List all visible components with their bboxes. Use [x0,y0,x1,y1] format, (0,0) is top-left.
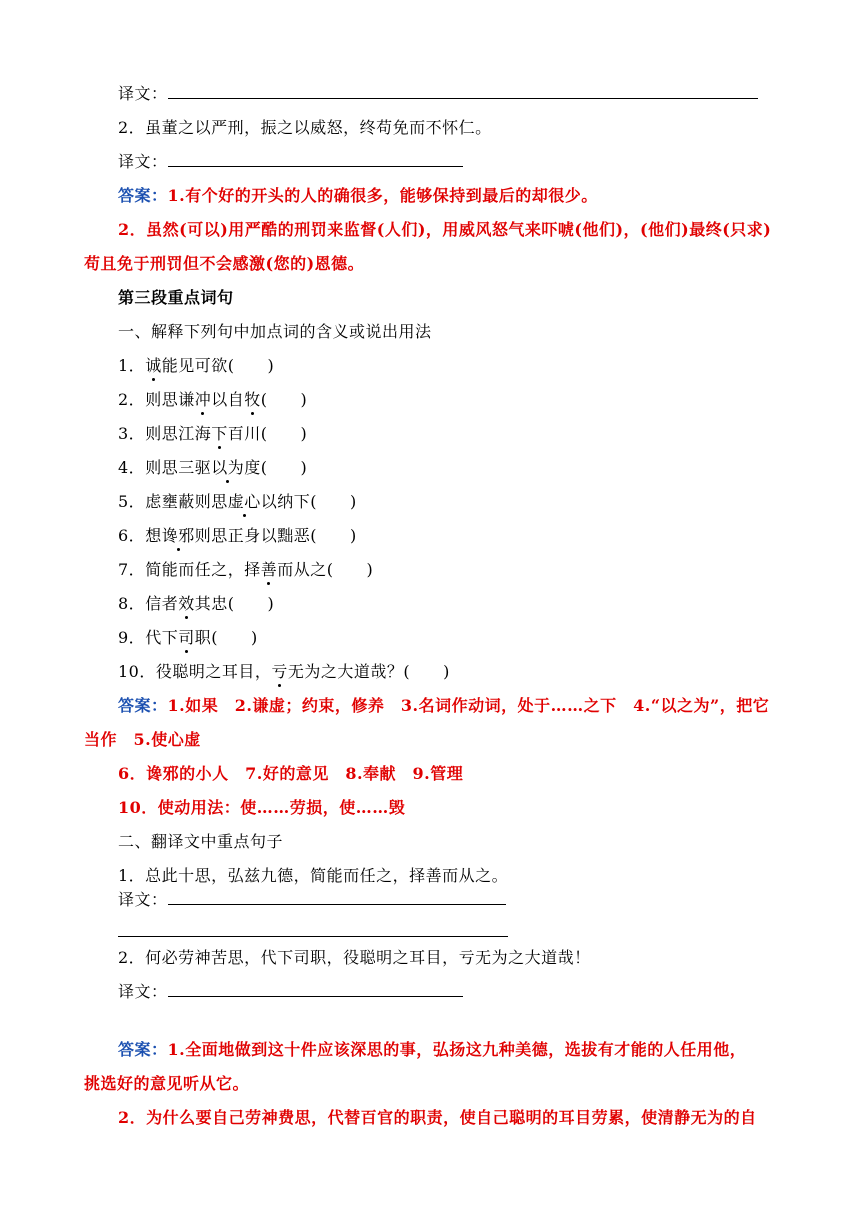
dotted-word: 亏 [271,662,288,681]
dotted-word: 冲 [194,390,212,409]
answer-block-top [118,186,598,206]
answer-text: 2．虽然(可以)用严酷的刑罚来监督(人们)，用威风怒气来吓唬(他们)，(他们)最终(只求) [118,220,772,239]
answer-label: 答案： [118,696,168,715]
vocab-item: 1．诚能见可欲( ) [118,356,275,375]
answer-blank[interactable] [168,84,758,99]
answer-blank[interactable] [168,982,463,997]
vocab-item: 4．则思三驱以为度( ) [118,458,308,477]
answer-text: 挑选好的意见听从它。 [84,1074,250,1093]
translate-label: 译文： [118,982,168,1001]
answer-text: 10．使动用法：使……劳损，使……毁 [118,798,406,817]
question-2: 2．何必劳神苦思，代下司职，役聪明之耳目，亏无为之大道哉！ [118,948,591,967]
dotted-word: 以为 [211,458,245,477]
translation-line-1 [118,84,758,104]
dotted-word: 司 [178,628,195,647]
answer-text: 2．为什么要自己劳神费思，代替百官的职责，使自己聪明的耳目劳累，使清静无为的自 [118,1108,757,1127]
part1-heading: 一、解释下列句中加点词的含义或说出用法 [118,322,432,341]
dotted-word: 诚 [145,356,162,375]
answer-blank-continued[interactable] [118,936,508,937]
vocab-item: 8．信者效其忠( ) [118,594,275,613]
part2-heading: 二、翻译文中重点句子 [118,832,284,851]
dotted-word: 善 [260,560,278,579]
vocab-item: 2．则思谦冲以自牧( ) [118,390,308,409]
question-2-top: 2．虽董之以严刑，振之以威怒，终苟免而不怀仁。 [118,118,492,137]
vocab-item: 3．则思江海下百川( ) [118,424,308,443]
vocab-item: 7．简能而任之，择善而从之( ) [118,560,374,579]
vocab-item: 10．役聪明之耳目，亏无为之大道哉？( ) [118,662,450,681]
answer-label: 答案： [118,186,168,205]
answer-blank[interactable] [168,890,506,905]
translate-label: 译文： [118,84,168,103]
answer-text: 6．谗邪的小人 7.好的意见 8.奉献 9.管理 [118,764,464,783]
dotted-word: 下 [211,424,228,443]
vocab-item: 6．想谗邪则思正身以黜恶( ) [118,526,357,545]
translate-label: 译文： [118,152,168,171]
translation-line-2 [118,152,463,172]
answer-label: 答案： [118,1040,168,1059]
answer-text: 当作 5.使心虚 [84,730,201,749]
vocab-item: 9．代下司职( ) [118,628,258,647]
dotted-word: 谗邪 [161,526,195,545]
answer-text: 苟且免于刑罚但不会感激(您的)恩德。 [84,254,365,273]
translation-line-3 [118,890,506,910]
answer-blank[interactable] [168,152,463,167]
answer-text: 1.全面地做到这十件应该深思的事，弘扬这九种美德，选拔有才能的人任用他， [167,1040,747,1059]
translate-label: 译文： [118,890,168,909]
vocab-item: 5．虑壅蔽则思虚心以纳下( ) [118,492,357,511]
answer-text: 1.有个好的开头的人的确很多，能够保持到最后的却很少。 [167,186,598,205]
translation-line-4 [118,982,463,1002]
answer-block-part1 [118,696,769,716]
dotted-word: 效 [178,594,195,613]
answer-text: 1.如果 2.谦虚；约束，修养 3.名词作动词，处于……之下 4.“以之为”，把它 [167,696,770,715]
dotted-word: 牧 [244,390,261,409]
section-title: 第三段重点词句 [118,288,234,307]
question-1: 1．总此十思，弘兹九德，简能而任之，择善而从之。 [118,866,509,885]
answer-block-part2 [118,1040,746,1060]
dotted-word: 虚心 [227,492,261,511]
